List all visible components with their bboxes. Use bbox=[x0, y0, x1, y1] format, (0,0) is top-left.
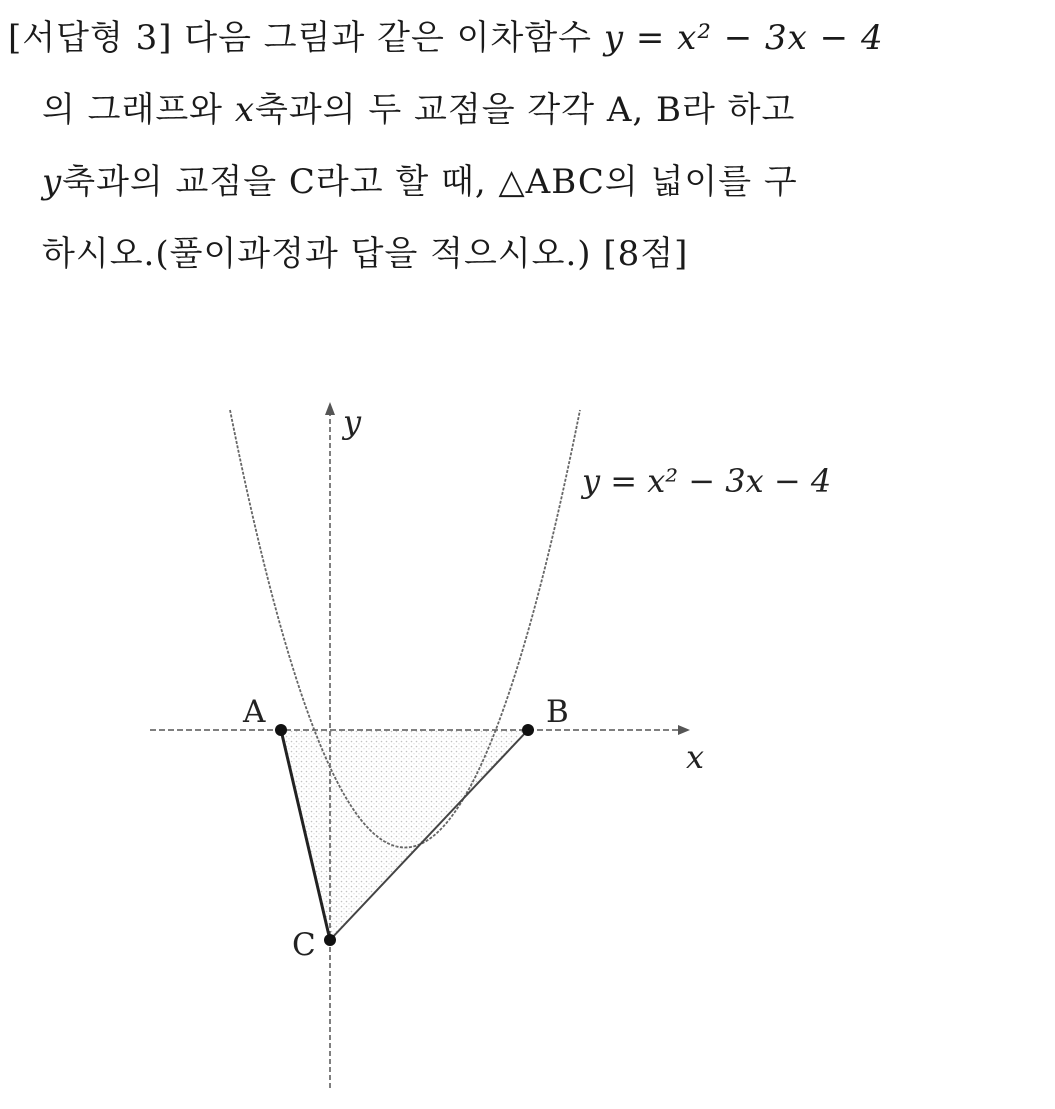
problem-line-1 bbox=[8, 10, 884, 59]
problem-line-2-suffix: 축과의 두 교점을 각각 A, B라 하고 bbox=[255, 90, 796, 130]
problem-y-variable: y bbox=[42, 162, 63, 202]
problem-line-3-suffix: 축과의 교점을 C라고 할 때, △ABC의 넓이를 구 bbox=[62, 162, 798, 202]
problem-line-4-text: 하시오.(풀이과정과 답을 적으시오.) [8점] bbox=[42, 234, 689, 274]
problem-x-variable: x bbox=[234, 90, 256, 130]
problem-line-2-prefix: 의 그래프와 bbox=[42, 90, 235, 130]
parabola-graph bbox=[0, 360, 1055, 1105]
problem-line-1-text: [서답형 3] 다음 그림과 같은 이차함수 bbox=[8, 18, 604, 58]
point-a bbox=[275, 724, 287, 736]
problem-line-2 bbox=[42, 82, 795, 131]
y-axis-label: y bbox=[343, 403, 362, 441]
point-b bbox=[522, 724, 534, 736]
problem-formula: y = x² − 3x − 4 bbox=[603, 18, 884, 58]
x-axis-arrow-icon bbox=[678, 725, 690, 735]
y-axis-arrow-icon bbox=[325, 402, 335, 415]
problem-line-4 bbox=[42, 226, 688, 275]
point-c-label: C bbox=[292, 927, 316, 963]
point-c bbox=[324, 934, 336, 946]
curve-label: y = x² − 3x − 4 bbox=[582, 462, 832, 500]
point-a-label: A bbox=[243, 694, 266, 730]
point-b-label: B bbox=[546, 694, 569, 730]
parabola-figure bbox=[0, 360, 1055, 1105]
triangle-abc-fill bbox=[281, 730, 528, 940]
problem-line-3 bbox=[42, 154, 798, 203]
x-axis-label: x bbox=[686, 738, 705, 776]
